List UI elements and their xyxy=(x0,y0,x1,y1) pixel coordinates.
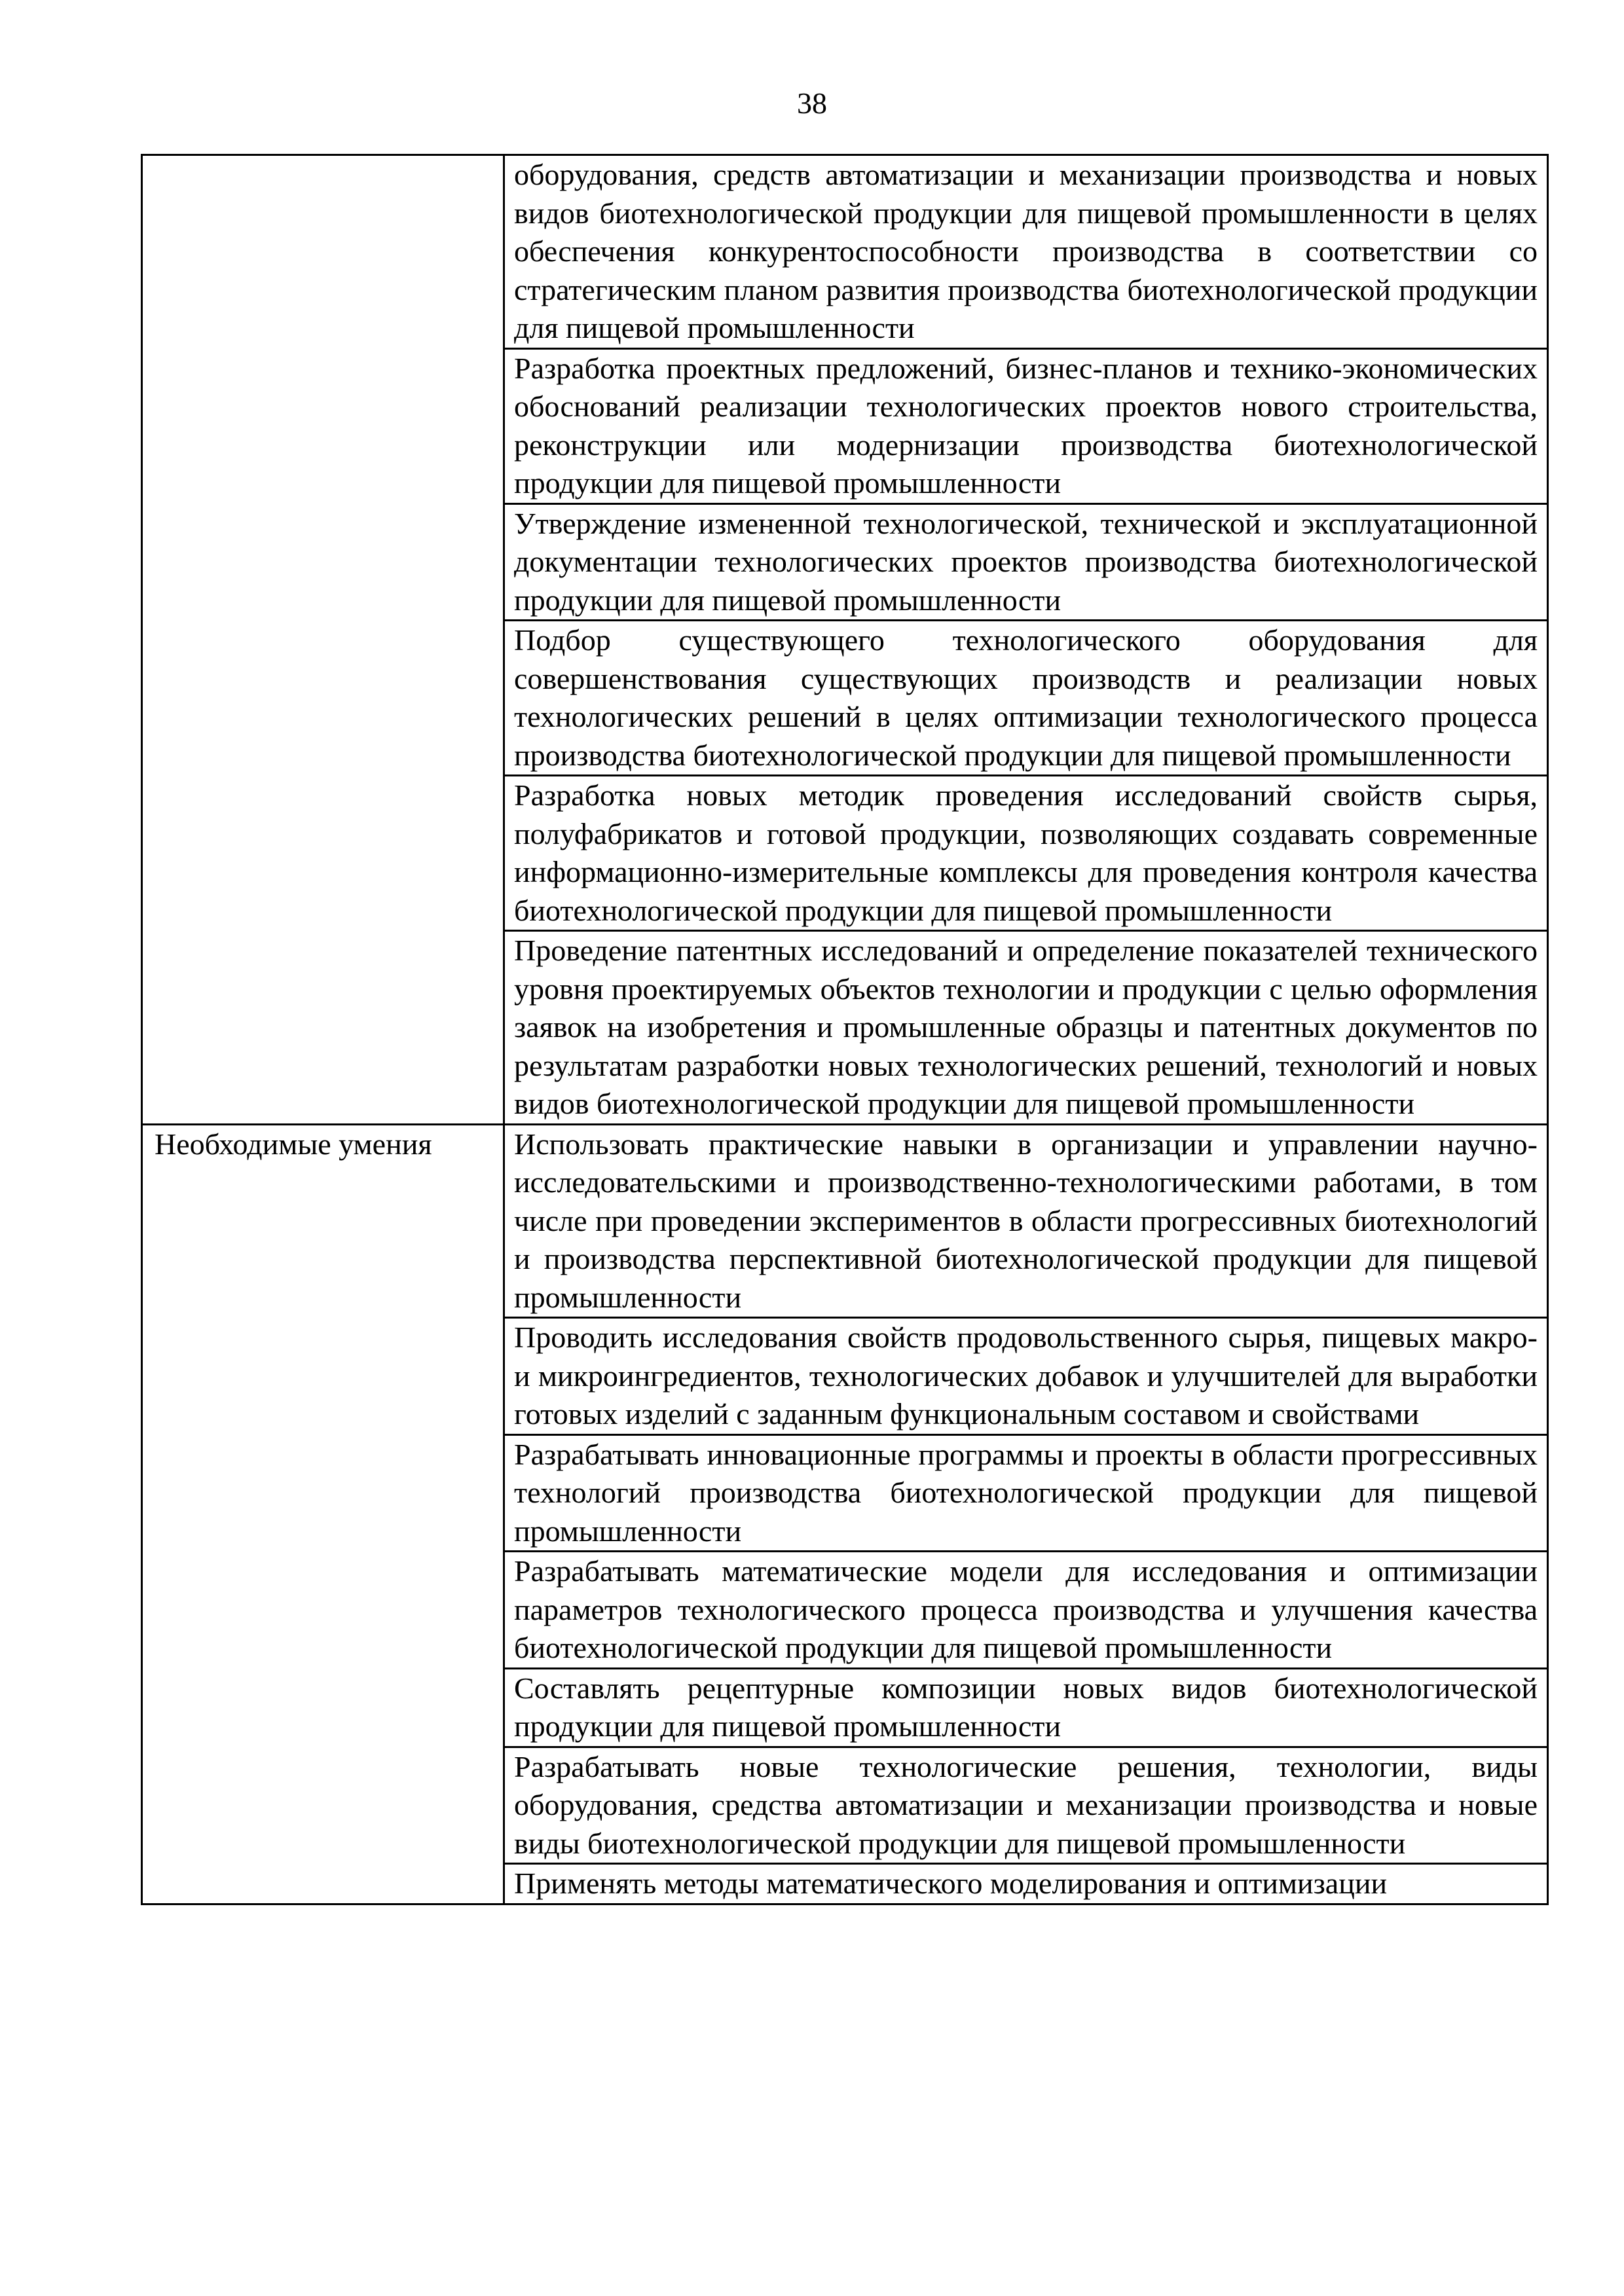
table-cell xyxy=(504,1668,1548,1747)
table-cell xyxy=(504,1864,1548,1904)
table-row xyxy=(142,1124,1548,1318)
requirements-table xyxy=(141,154,1549,1905)
table-cell xyxy=(504,503,1548,621)
cell-text: Использовать практические навыки в организации и управлении научно-исследовательскими и производственно-технологическими работами, в том числе при проведении экспериментов в области прогрессивных биотехнологий и производства перспективной биотехнологической продукции для пищевой промышленности xyxy=(514,1127,1538,1314)
cell-text: Подбор существующего технологического оборудования для совершенствования существующих производств и реализации новых технологических решений в целях оптимизации технологического процесса производства биотехнологической продукции для пищевой промышленности xyxy=(514,623,1538,772)
cell-text: Разрабатывать новые технологические решения, технологии, виды оборудования, средства автоматизации и механизации производства и новые виды биотехнологической продукции для пищевой промышленности xyxy=(514,1749,1538,1860)
section-label-cell xyxy=(142,155,504,1125)
table-cell xyxy=(504,1552,1548,1669)
table-cell xyxy=(504,621,1548,776)
section-label-cell xyxy=(142,1124,504,1904)
table-cell xyxy=(504,1434,1548,1552)
section-label: Необходимые умения xyxy=(155,1127,432,1161)
cell-text: Утверждение измененной технологической, технической и эксплуатационной документации технологических проектов производства биотехнологической продукции для пищевой промышленности xyxy=(514,506,1538,617)
cell-text: оборудования, средств автоматизации и механизации производства и новых видов биотехнологической продукции для пищевой промышленности в целях обеспечения конкурентоспособности производства в соответствии со стратегическим планом развития производства биотехнологической продукции для пищевой промышленности xyxy=(514,158,1538,344)
cell-text: Проводить исследования свойств продовольственного сырья, пищевых макро- и микроингредиентов, технологических добавок и улучшителей для выработки готовых изделий с заданным функциональным составом и свойствами xyxy=(514,1321,1538,1430)
cell-text: Разрабатывать математические модели для исследования и оптимизации параметров технологического процесса производства и улучшения качества биотехнологической продукции для пищевой промышленности xyxy=(514,1554,1538,1664)
table-row xyxy=(142,155,1548,349)
cell-text: Разработка новых методик проведения исследований свойств сырья, полуфабрикатов и готовой продукции, позволяющих создавать современные информационно-измерительные комплексы для проведения контроля качества биотехнологической продукции для пищевой промышленности xyxy=(514,778,1538,927)
table-cell xyxy=(504,1747,1548,1864)
cell-text: Разработка проектных предложений, бизнес-планов и технико-экономических обоснований реализации технологических проектов нового строительства, реконструкции или модернизации производства биотехнологической продукции для пищевой промышленности xyxy=(514,351,1538,500)
table-cell xyxy=(504,1124,1548,1318)
cell-text: Применять методы математического моделирования и оптимизации xyxy=(514,1867,1388,1900)
table-cell xyxy=(504,348,1548,503)
table-cell xyxy=(504,776,1548,931)
page-number: 38 xyxy=(797,86,827,120)
cell-text: Составлять рецептурные композиции новых видов биотехнологической продукции для пищевой промышленности xyxy=(514,1671,1538,1743)
table-cell xyxy=(504,155,1548,349)
cell-text: Разрабатывать инновационные программы и проекты в области прогрессивных технологий производства биотехнологической продукции для пищевой промышленности xyxy=(514,1437,1538,1548)
cell-text: Проведение патентных исследований и определение показателей технического уровня проектируемых объектов технологии и продукции с целью оформления заявок на изобретения и промышленные образцы и патентных документов по результатам разработки новых технологических решений, технологий и новых видов биотехнологической продукции для пищевой промышленности xyxy=(514,934,1538,1120)
table-cell xyxy=(504,931,1548,1125)
table-cell xyxy=(504,1318,1548,1435)
